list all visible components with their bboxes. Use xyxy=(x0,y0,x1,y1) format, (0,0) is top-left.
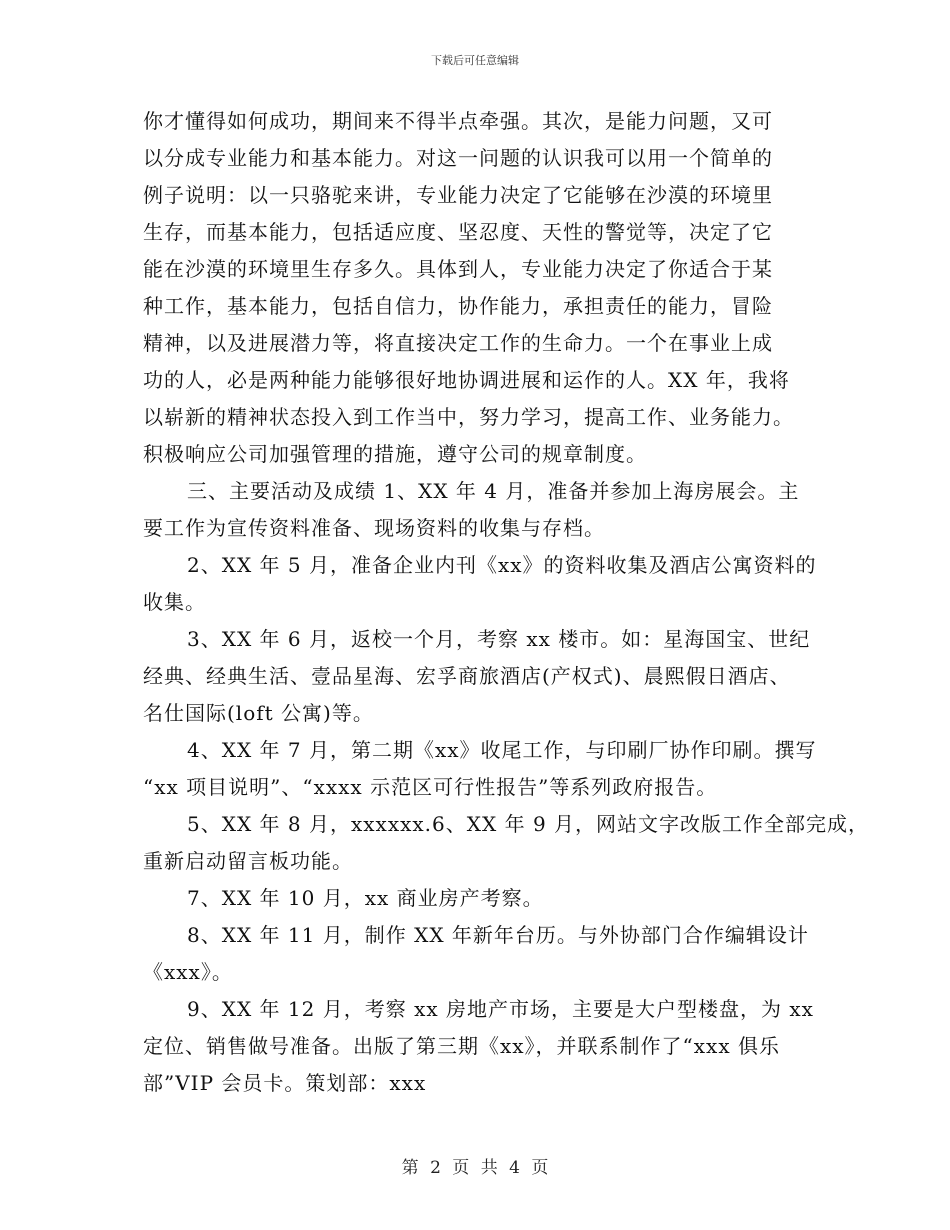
text-line: 3、XX 年 6 月，返校一个月，考察 xx 楼市。如：星海国宝、世纪 xyxy=(187,627,811,651)
text-line: 生存，而基本能力，包括适应度、坚忍度、天性的警觉等，决定了它 xyxy=(143,220,773,244)
text-line: 积极响应公司加强管理的措施，遵守公司的规章制度。 xyxy=(143,442,647,466)
text-line: 例子说明：以一只骆驼来讲，专业能力决定了它能够在沙漠的环境里 xyxy=(143,183,773,207)
text-line: 部”VIP 会员卡。策划部：xxx xyxy=(143,1071,427,1095)
text-line: 9、XX 年 12 月，考察 xx 房地产市场，主要是大户型楼盘，为 xx xyxy=(187,997,814,1021)
text-line: 5、XX 年 8 月，xxxxxx.6、XX 年 9 月，网站文字改版工作全部完成， xyxy=(187,812,870,836)
text-line: 定位、销售做号准备。出版了第三期《xx》，并联系制作了“xxx 俱乐 xyxy=(143,1034,780,1058)
text-line: 你才懂得如何成功，期间来不得半点牵强。其次，是能力问题，又可 xyxy=(143,109,773,133)
text-line: 精神，以及进展潜力等，将直接决定工作的生命力。一个在事业上成 xyxy=(143,331,773,355)
text-line: 8、XX 年 11 月，制作 XX 年新年台历。与外协部门合作编辑设计 xyxy=(187,923,809,947)
text-line: 2、XX 年 5 月，准备企业内刊《xx》的资料收集及酒店公寓资料的 xyxy=(187,553,817,577)
document-body xyxy=(143,103,870,1102)
text-line: 种工作，基本能力，包括自信力，协作能力，承担责任的能力，冒险 xyxy=(143,294,773,318)
text-line: 以分成专业能力和基本能力。对这一问题的认识我可以用一个简单的 xyxy=(143,146,773,170)
text-line: 能在沙漠的环境里生存多久。具体到人，专业能力决定了你适合于某 xyxy=(143,257,773,281)
text-line: 要工作为宣传资料准备、现场资料的收集与存档。 xyxy=(143,516,605,540)
text-line: 7、XX 年 10 月，xx 商业房产考察。 xyxy=(187,886,544,910)
text-line: 4、XX 年 7 月，第二期《xx》收尾工作，与印刷厂协作印刷。撰写 xyxy=(187,738,817,762)
text-line: 功的人，必是两种能力能够很好地协调进展和运作的人。XX 年，我将 xyxy=(143,368,790,392)
text-line: “xx 项目说明”、“xxxx 示范区可行性报告”等系列政府报告。 xyxy=(143,775,718,799)
text-line: 以崭新的精神状态投入到工作当中，努力学习，提高工作、业务能力。 xyxy=(143,405,794,429)
text-line: 三、主要活动及成绩 1、XX 年 4 月，准备并参加上海房展会。主 xyxy=(187,479,800,503)
text-line: 重新启动留言板功能。 xyxy=(143,849,353,873)
page-header: 下载后可任意编辑 xyxy=(431,54,519,67)
page-footer: 第 2 页 共 4 页 xyxy=(401,1158,549,1178)
text-line: 名仕国际(loft 公寓)等。 xyxy=(143,701,374,725)
text-line: 收集。 xyxy=(143,590,206,614)
text-line: 经典、经典生活、壹品星海、宏孚商旅酒店(产权式)、晨熙假日酒店、 xyxy=(143,664,791,688)
text-line: 《xxx》。 xyxy=(143,960,233,984)
